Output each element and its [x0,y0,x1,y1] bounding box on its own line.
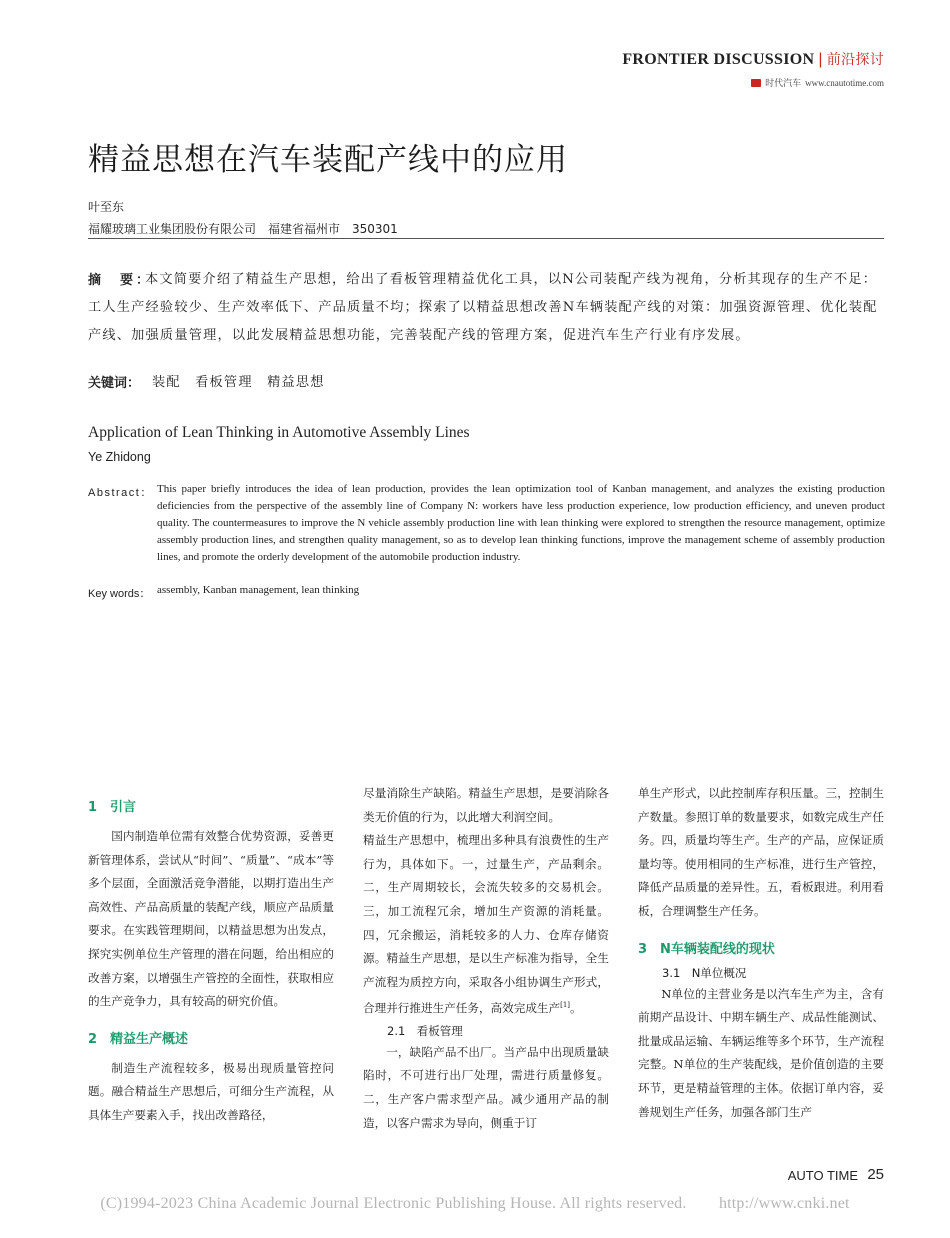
abstract-cn-label: 摘 要： [88,273,153,288]
footer-magazine-name: AUTO TIME [787,1168,858,1183]
section-3-title: 3 N车辆装配线的现状 [638,941,775,957]
section-1-paragraph: 国内制造单位需有效整合优势资源，妥善更新管理体系，尝试从“时间”、“质量”、“成本”等多个层面，全面激活竞争潜能，以期打造出生产高效性、产品高质量的装配产线，顺应产品质量要求。在实践管理期间，以精益思想为出发点，探究实例单位生产管理的潜在问题，给出相应的改善方案，以增强生产管控的全面性，获取相应的生产竞争力，具有较高的研究价值。 [88,829,334,1009]
keywords-cn-text: 装配 看板管理 精益思想 [152,375,325,390]
keywords-en-label: Key words： [88,588,151,600]
publisher-name: 时代汽车 [765,79,802,89]
journal-name-cn: 前沿探讨 [826,52,884,68]
column-3-paragraph-1: 单生产形式，以此控制库存积压量。三，控制生产数量。参照订单的数量要求，如数完成生产任务。四，质量均等生产。生产的产品，应保证质量均等。使用相同的生产标准，进行生产管控，降低产品质量的差异性。五，看板跟进。利用看板，合理调整生产任务。 [638,786,884,918]
abstract-cn-text: 本文简要介绍了精益生产思想，给出了看板管理精益优化工具，以N公司装配产线为视角，分析其现存的生产不足：工人生产经验较少、生产效率低下、产品质量不均；探索了以精益思想改善N车辆装配产线的对策：加强资源管理、优化装配产线、加强质量管理，以此发展精益思想功能，完善装配产线的管理方案，促进汽车生产行业有序发展。 [88,272,878,343]
citation-ref: [1] [560,1001,571,1010]
journal-header [622,49,884,69]
abstract-en-label: Abstract： [88,487,153,499]
body-column-3 [638,782,884,1124]
subsection-2-1-title: 2.1 看板管理 [387,1023,463,1038]
page-number: 25 [867,1166,884,1183]
section-2-paragraph: 制造生产流程较多，极易出现质量管控问题。融合精益生产思想后，可细分生产流程，从具体生产要素入手，找出改善路径， [88,1060,334,1122]
body-column-1 [88,796,334,1128]
subsection-3-1-title: 3.1 N单位概况 [662,965,747,980]
section-2-title: 2 精益生产概述 [88,1031,189,1047]
column-2-paragraph-1: 尽量消除生产缺陷。精益生产思想，是要消除各类无价值的行为，以此增大利润空间。 [363,786,609,824]
author-name: 叶至东 [88,200,125,214]
abstract-en-text: This paper briefly introduces the idea of lean production, provides the lean optimization tool of Kanban management, and analyzes the existing production deficiencies from the perspective of the assembly line of Company N: workers have less production experience, low production efficiency, and uneven product quality. The countermeasures to improve the N vehicle assembly production line with lean thinking were explored to strengthen the resource management, optimize assembly production lines, and strengthen quality management, so as to develop lean thinking functions, improve the management scheme of assembly production lines, and promote the orderly development of the automobile production industry. [157,483,885,563]
keywords-en-text: assembly, Kanban management, lean thinking [157,584,360,596]
subsection-3-1-paragraph: N单位的主营业务是以汽车生产为主，含有前期产品设计、中期车辆生产、成品性能测试、批量成品运输、车辆运维等多个环节，生产流程完整。N单位的生产装配线，是价值创造的主要环节，更是精益管理的主体。依据订单内容，妥善规划生产任务，加强各部门生产 [638,986,884,1119]
keywords-cn-label: 关键词： [88,376,141,391]
article-title-en: Application of Lean Thinking in Automotive Assembly Lines [88,424,470,441]
column-2-paragraph-2-text: 精益生产思想中，梳理出多种具有浪费性的生产行为，具体如下。一，过量生产，产品剩余。二，生产周期较长，会流失较多的交易机会。三，加工流程冗余，增加生产资源的消耗量。四，冗余搬运，消耗较多的人力、仓库存储资源。精益生产思想，是以生产标准为指导，全生产流程为质控方向，采取各小组协调生产形式，合理并行推进生产任务，高效完成生产 [363,833,609,1016]
subsection-2-1-paragraph: 一，缺陷产品不出厂。当产品中出现质量缺陷时，不可进行出厂处理，需进行质量修复。二，生产客户需求型产品。减少通用产品的制造，以客户需求为导向，侧重于订 [363,1044,609,1130]
publisher-url: www.cnautotime.com [805,77,884,88]
copyright-watermark: (C)1994-2023 China Academic Journal Electronic Publishing House. All rights reserved. http://www.cnki.net [100,1195,850,1212]
publisher-logo-icon [751,79,761,87]
column-2-paragraph-2 [363,829,609,1021]
author-name-en: Ye Zhidong [88,450,151,464]
journal-name-en: FRONTIER DISCUSSION [622,51,815,68]
header-separator: | [818,51,823,68]
title-divider [88,238,884,239]
body-column-2 [363,782,609,1135]
article-title: 精益思想在汽车装配产线中的应用 [88,142,568,178]
column-2-paragraph-2-end: 。 [570,1001,582,1016]
publisher-line [751,76,884,89]
author-affiliation: 福耀玻璃工业集团股份有限公司 福建省福州市 350301 [88,222,398,236]
section-1-title: 1 引言 [88,800,137,815]
